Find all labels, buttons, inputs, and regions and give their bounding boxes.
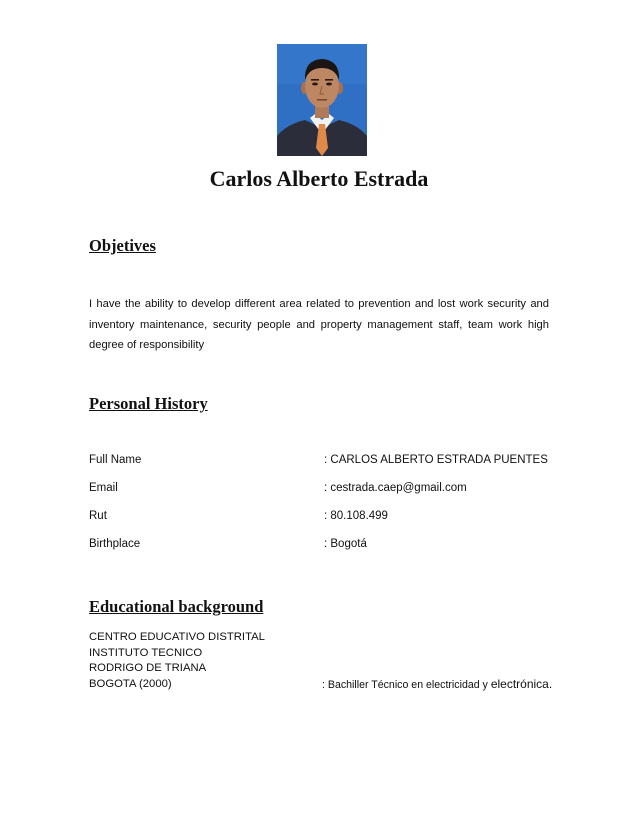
row-label: Birthplace (89, 538, 141, 550)
profile-photo-image (277, 44, 367, 156)
education-line: RODRIGO DE TRIANA (89, 662, 207, 674)
row-label: Full Name (89, 454, 142, 466)
objectives-text: I have the ability to develop different area related to prevention and lost work security and inventory maintenance, security people and property management staff, team work high degree of responsibility (89, 298, 549, 351)
education-degree (322, 676, 552, 693)
education-line: BOGOTA (2000) (89, 678, 172, 690)
personal-history-heading: Personal History (89, 394, 208, 413)
row-label: Rut (89, 510, 107, 522)
profile-photo (277, 44, 367, 156)
personal-row-email (89, 480, 559, 496)
personal-row-full-name (89, 452, 559, 468)
education-line: INSTITUTO TECNICO (89, 647, 203, 659)
degree-text-end: electrónica. (490, 677, 553, 691)
row-value: : 80.108.499 (324, 510, 388, 522)
objectives-heading: Objetives (89, 236, 156, 255)
education-heading: Educational background (89, 597, 264, 616)
personal-row-rut (89, 508, 559, 524)
candidate-name: Carlos Alberto Estrada (209, 166, 429, 191)
education-line: CENTRO EDUCATIVO DISTRITAL (89, 631, 265, 643)
row-value: : CARLOS ALBERTO ESTRADA PUENTES (324, 454, 548, 466)
personal-row-birthplace (89, 536, 559, 552)
row-value: : cestrada.caep@gmail.com (324, 482, 467, 494)
degree-text: : Bachiller Técnico en electricidad y (322, 679, 488, 691)
row-value: : Bogotá (324, 538, 367, 550)
row-label: Email (89, 482, 118, 494)
